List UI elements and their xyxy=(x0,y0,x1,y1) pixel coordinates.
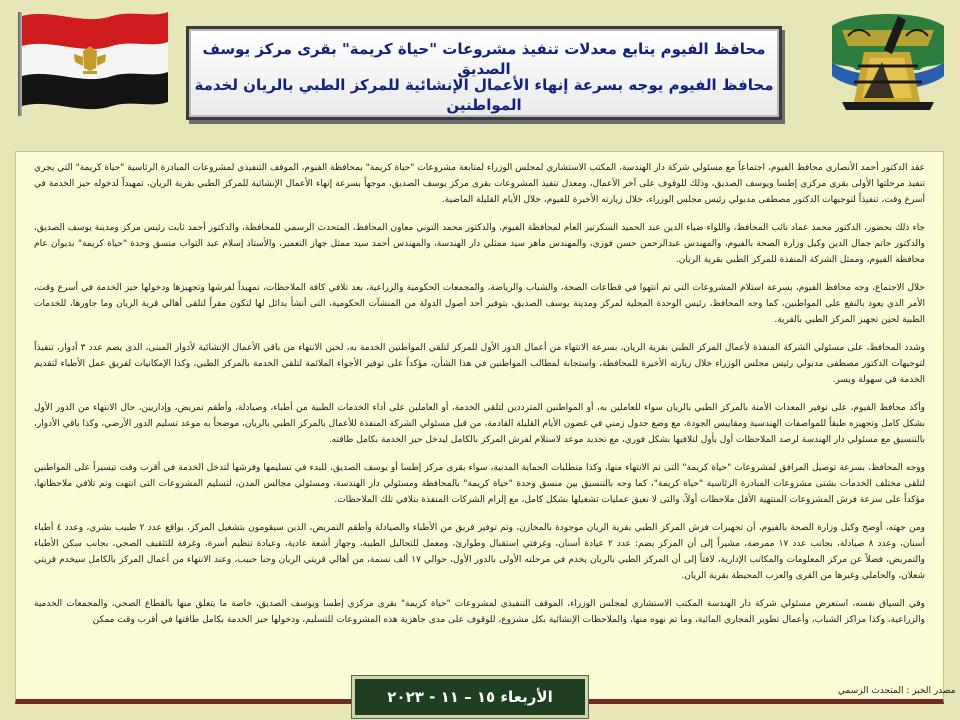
article-paragraph: وفي السياق نفسه، استعرض مسئولي شركة دار الهندسة المكتب الاستشاري لمجلس الوزراء، الموقف التنفيذي لمشروعات "حياة كريمة" بقرى مركزي إطسا ويوسف الصديق، خاصة ما يتعلق منها بالقطاع الصحي، والمجمعات الخدمية والزراعية، وكذا مراكز الشباب، وأعمال تطوير المجاري المائية، وما تم نهوه منها، والملاحظات الإنشائية بكل مشروع، للوقوف على مدى جاهزية هذه المشروعات للتسليم، ودخولها حيز الخدمة بكامل طاقتها في أقرب وقت ممكن xyxy=(34,599,925,625)
article-paragraph: ووجه المحافظ، بسرعة توصيل المرافق لمشروعات "حياة كريمة" التى تم الانتهاء منها، وكذا متطلبات الحماية المدنية، سواء بقرى مركز إطسا أو يوسف الصديق، للبدء في تسليمها وفرشها لتدخل الخدمة في أقرب وقت تيسيراً على المواطنين لتلقى مختلف الخدمات بشتى مشروعات المبادرة الرئاسية "حياة كريمة"، كما وجه بالتنسيق بين منسق وحدة "حياة كريمة" بالمحافظة ومسئولي دار الهندسة، ومسئولي مجالس المدن، لتسليم المشروعات التى انتهت وتم تلافي ملاحظاتها، مؤكداً على سرعة فرش المشروعات المنتهية الأقل ملاحظات أولاً، والتى لا تعيق عمليات تشغيلها بشكل كامل، مع إلزام الشركات المنفذة بتلافي تلك الملاحظات. xyxy=(34,463,925,505)
news-source: مصدر الخبر : المتحدث الرسمي xyxy=(838,686,956,696)
article-paragraph: ومن جهته، أوضح وكيل وزارة الصحة بالفيوم، أن تجهيزات فرش المركز الطبي بقرية الريان موجودة بالمخازن، وتم توفير فريق من الأطباء والصيادلة وأطقم التمريض، الذين سيقومون بتشغيل المركز، بواقع عدد ٢ طبيب بشري، وعدد ٤ أطباء أسنان، وعدد ٨ صيادلة، بجانب عدد ١٧ ممرضة، مشيراً إلى أن المركز يضم: عدد ٢ عيادة أسنان، وغرفتي استقبال وطوارئ، ومعمل للتحاليل الطبية، وجهاز أشعة عادية، وعيادة تنظيم أسرة، وغرفة للتثقيف الصحي، بجانب سكن الأطباء والتمريض، فضلاً عن مركز المعلومات والمكاتب الإدارية، لافتاً إلى أن المركز الطبي بالريان يخدم في مرحلته الأولى بالدور الأول، حوالي ١٧ ألف نسمة، من أهالي قريتي الريان وحنا حبيب، وعند الانتهاء من أعمال المركز بالكامل سيخدم قريتي شعلان، والحاملي وغيرها من القرى والعزب المحيطة بقرية الريان. xyxy=(34,523,926,581)
headline-line-2: محافظ الفيوم يوجه بسرعة إنهاء الأعمال الإنشائية للمركز الطبي بالريان لخدمة المواطنين xyxy=(194,76,774,114)
date-badge: الأربعاء ١٥ – ١١ - ٢٠٢٣ xyxy=(352,676,588,718)
article-paragraph: وأكد محافظ الفيوم، على توفير المعدات الأمنة بالمركز الطبي بالريان سواء للعاملين به، أو المواطنين المترددين لتلقي الخدمة، أو العاملين على أداء الخدمات الطبية من أطباء، وصيادلة، وأطقم تمريض، وإداريين، حال الانتهاء من الدور الأول بشكل كامل وتجهيزه طبقاً للمواصفات الهندسية ومقاييس الجودة، مع وضع جدول زمني في غضون الأيام القليلة القادمة، من قبل مسئولي الشركة المنفذة للأعمال بالمركز الطبي بالريان، موضحاً به موعد تسليم الدور الأرضي، وكذا باقي الأدوار، بالتنسيق مع مسئولي دار الهندسة لرصد الملاحظات أول بأول لتلافيها بشكل فوري، مع تحديد موعد لاستلام لفرش المركز بالكامل ليدخل حيز الخدمة بكامل طاقته. xyxy=(34,403,925,445)
article-paragraph: عقد الدكتور أحمد الأنصاري محافظ الفيوم، اجتماعاً مع مسئولي شركة دار الهندسة، المكتب الاستشاري لمجلس الوزراء لمتابعة مشروعات "حياة كريمة" بمحافظة الفيوم، الموقف التنفيذي لمشروعات المبادرة الرئاسية "حياة كريمة" التي يجري تنفيذ مرحلتها الأولى بقرى مركزي إطسا ويوسف الصديق، وذلك للوقوف على آخر الأعمال، ومعدل تنفيذ المشروعات بقرى مركز يوسف الصديق، موجهاً بسرعة إنهاء الأعمال الإنشائية للمركز الطبي بقرية الريان، تمهيداً لدخوله حيز الخدمة في أسرع وقت، تنفيذاً لتوجيهات الدكتور مصطفى مدبولي رئيس مجلس الوزراء، خلال زيارته الأخيرة للفيوم، خلال الأيام القليلة الماضية. xyxy=(34,163,925,205)
fayoum-governorate-logo xyxy=(824,6,952,114)
article-paragraph: وشدد المحافظ، على مسئولي الشركة المنفذة لأعمال المركز الطبي بقرية الريان، بسرعة الانتهاء من أعمال الدور الأول للمركز لتلقي المواطنين الخدمة به، لحين الانتهاء من باقي الأعمال الإنشائية لأدوار المبنى، الذى يضم عدد ٣ أدوار، تنفيذاً لتوجيهات الدكتور مصطفى مدبولي رئيس مجلس الوزراء خلال زيارته الأخيرة للمحافظة، واستجابة لمطالب المواطنين في هذا الشأن، مؤكداً على توفير الأجواء الملائمة لتلقي الخدمة بالمركز الطبي، وكذا الإمكانيات لفريق عمل الأطباء لتقديم الخدمة في سهولة ويسر. xyxy=(34,343,925,385)
article-paragraph: خلال الاجتماع، وجه محافظ الفيوم، بسرعة استلام المشروعات التي تم انتهوا في قطاعات الصحة، والشباب والرياضة، والمجمعات الحكومية والزراعية، بعد تلافي كافة الملاحظات، تمهيداً لفرشها وتجهيزها ودخولها حيز الخدمة في أسرع وقت، الأمر الذي يعود بالنفع على المواطنين، كما وجه المحافظ، رئيس الوحدة المحلية لمركز ومدينة يوسف الصديق، بتوفير أحد أصول الدولة من المنشآت الحكومية، التى أنشأ بدائل لها لتكون مقراً لتلقى أهالي قرية الريان وما جاورها، للخدمات الطبية لحين تجهيز المركز الطبي بالقرية. xyxy=(34,283,925,325)
article-paragraph: جاء ذلك بحضور، الدكتور محمد عماد نائب المحافظ، واللواء ضياء الدين عبد الحميد السكرتير العام لمحافظة الفيوم، والدكتور محمد التوني معاون المحافظ، المتحدث الرسمي للمحافظة، والدكتور أحمد ثابت رئيس مركز ومدينة يوسف الصديق، والدكتور حاتم جمال الدين وكيل وزارة الصحة بالفيوم، والمهندس عبدالرحمن حسن فوزي، والمهندس ماهر سيد ممثلي دار الهندسة، والمهندس أحمد سيد ممثل جهاز التعمير، والأستاذ إسلام عبد التواب منسق وحدة "حياة كريمة" بديوان عام محافظة الفيوم، وممثل الشركة المنفذة للمركز الطبي بقرية الريان. xyxy=(34,223,925,265)
article-body xyxy=(15,151,944,704)
headline-box xyxy=(186,26,782,120)
headline-line-1: محافظ الفيوم يتابع معدلات تنفيذ مشروعات "حياة كريمة" بقرى مركز يوسف الصديق xyxy=(202,40,766,78)
egypt-flag-icon xyxy=(12,8,172,116)
